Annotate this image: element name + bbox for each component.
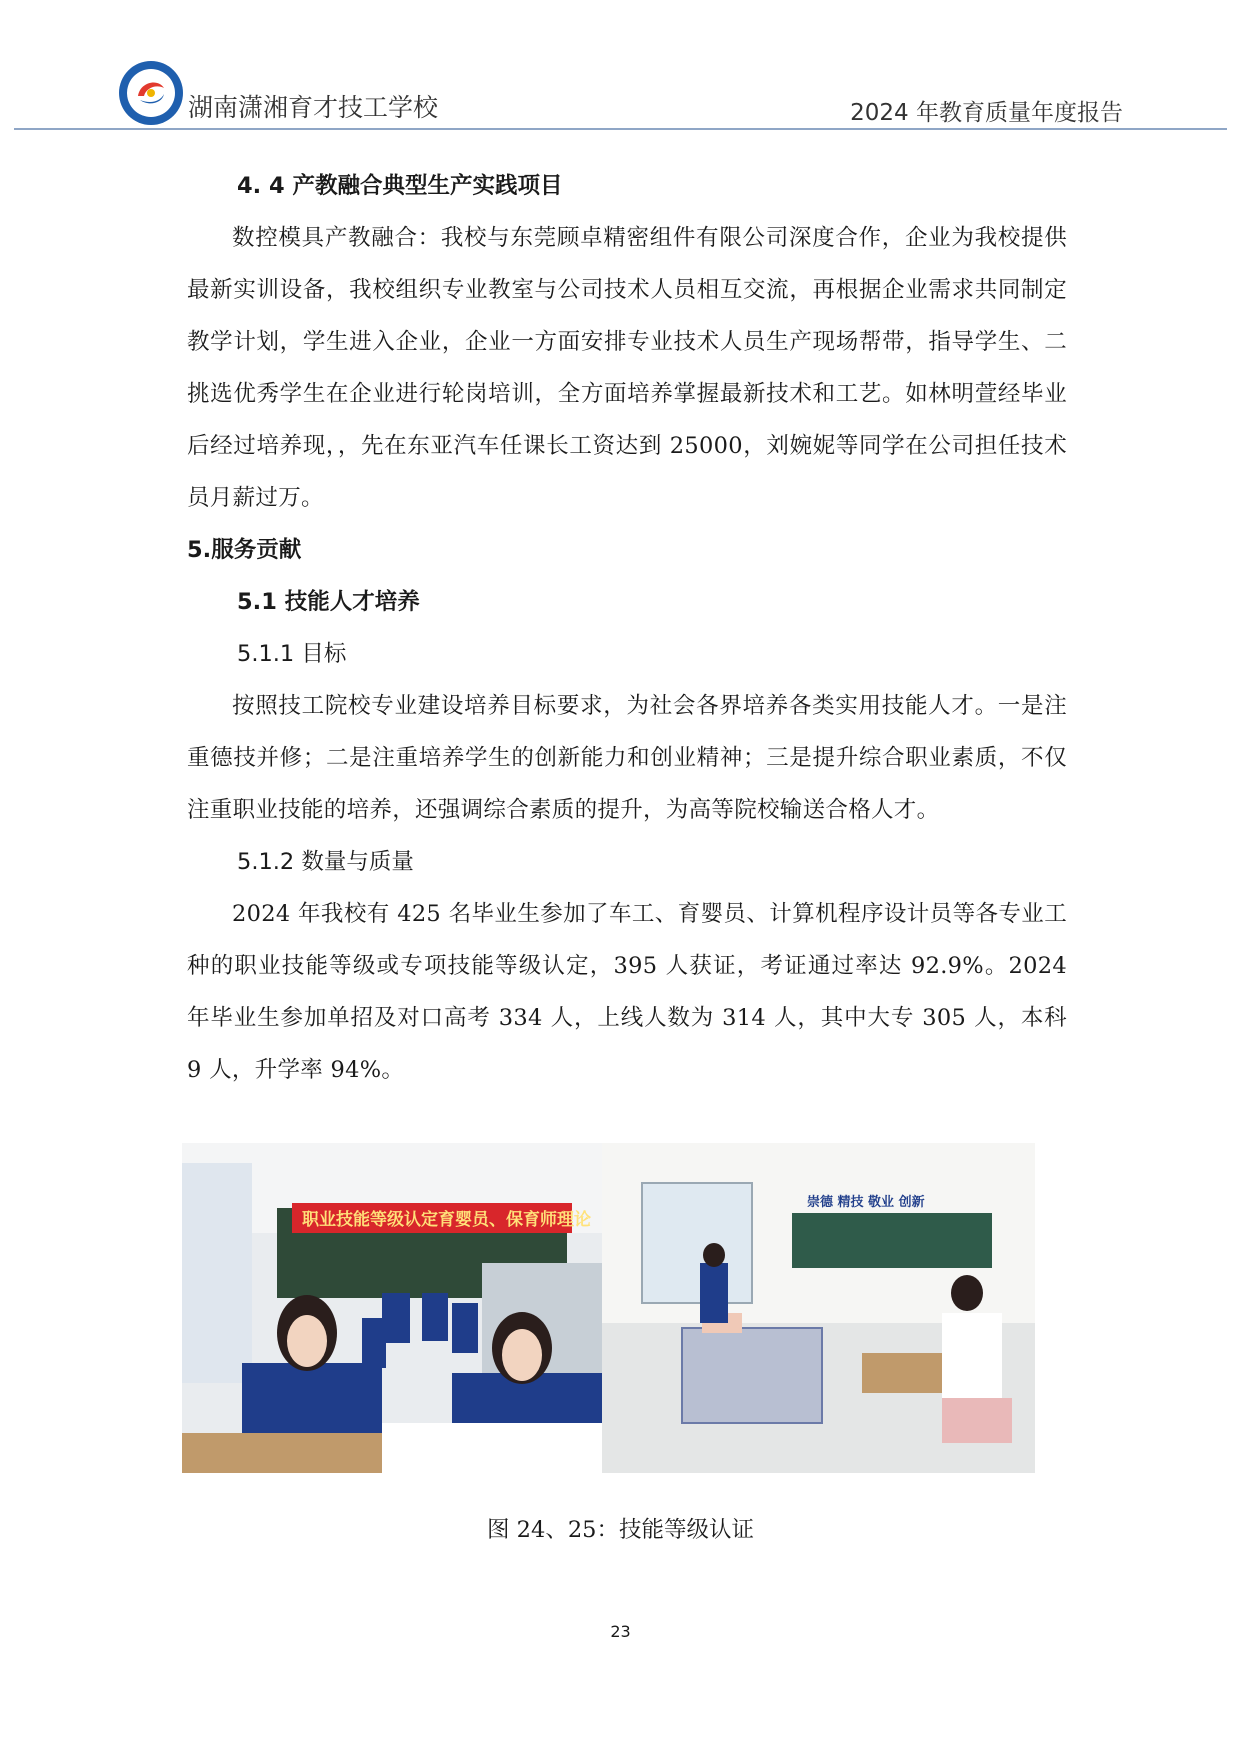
section-5-1-1-paragraph: 按照技工院校专业建设培养目标要求，为社会各界培养各类实用技能人才。一是注重德技并修；二是注重培养学生的创新能力和创业精神；三是提升综合职业素质，不仅注重职业技能的培养，还强调综合素质的提升，为高等院校输送合格人才。 bbox=[187, 693, 1067, 823]
section-5-1-2-heading: 5.1.2 数量与质量 bbox=[237, 849, 414, 875]
school-name: 湖南潇湘育才技工学校 bbox=[188, 93, 439, 122]
section-4-4-heading: 4. 4 产教融合典型生产实践项目 bbox=[237, 173, 563, 199]
page-number: 23 bbox=[610, 1622, 631, 1641]
page-header bbox=[0, 0, 1241, 135]
section-4-4-paragraph: 数控模具产教融合：我校与东莞顾卓精密组件有限公司深度合作，企业为我校提供最新实训设备，我校组织专业教室与公司技术人员相互交流，再根据企业需求共同制定教学计划，学生进入企业，企业一方面安排专业技术人员生产现场帮带，指导学生、二挑选优秀学生在企业进行轮岗培训，全方面培养掌握最新技术和工艺。如林明萱经毕业后经过培养现，，先在东亚汽车任课长工资达到 25000，刘婉妮等同学在公司担任技术员月薪过万。 bbox=[187, 225, 1067, 511]
main-content bbox=[187, 160, 1067, 1096]
practical-exam-photo bbox=[602, 1143, 1035, 1473]
header-divider bbox=[14, 128, 1227, 130]
section-5-1-heading: 5.1 技能人才培养 bbox=[237, 589, 420, 615]
figure-caption: 图 24、25：技能等级认证 bbox=[487, 1517, 754, 1543]
wall-slogan-text: 崇德 精技 敬业 创新 bbox=[807, 1195, 925, 1210]
exam-banner-text: 职业技能等级认定育婴员、保育师理论 bbox=[302, 1210, 591, 1230]
section-5-1-1-heading: 5.1.1 目标 bbox=[237, 641, 347, 667]
school-logo-icon bbox=[118, 60, 184, 126]
section-5-1-2-paragraph: 2024 年我校有 425 名毕业生参加了车工、育婴员、计算机程序设计员等各专业工种的职业技能等级或专项技能等级认定，395 人获证，考证通过率达 92.9%。2024 年毕业生参加单招及对口高考 334 人，上线人数为 314 人，其中大专 305 人，本科 9 人，升学率 94%。 bbox=[187, 901, 1067, 1083]
section-5-heading: 5.服务贡献 bbox=[187, 537, 302, 563]
photo-pair bbox=[182, 1143, 1035, 1473]
report-title: 2024 年教育质量年度报告 bbox=[850, 100, 1123, 126]
